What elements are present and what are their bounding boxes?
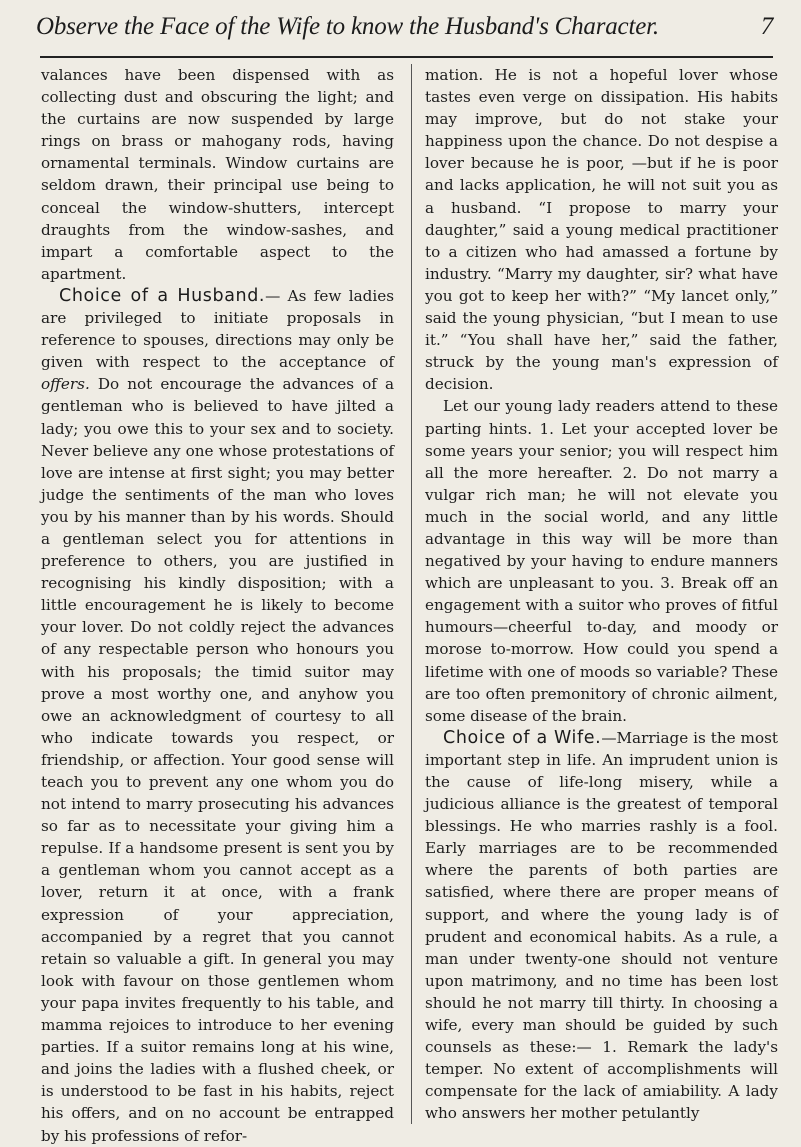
running-head	[36, 6, 779, 48]
paragraph-parting-hints: Let our young lady readers attend to these parting hints. 1. Let your accepted lover be some years your senior; you will respect him all the more hereafter. 2. Do not marry a vulgar rich man; he will not elevate you much in the social world, and any little advantage in this way will be more than negatived by your having to endure manners which are unpleasant to you. 3. Break off an engagement with a suitor who proves of fitful humours—cheerful to-day, and moody or morose to-morrow. How could you spend a lifetime with one of moods so variable? These are too often premonitory of chronic ailment, some disease of the brain.	[425, 397, 778, 725]
left-column	[41, 64, 394, 1147]
section-choice-of-husband	[41, 285, 394, 1147]
page-number: 7	[760, 13, 773, 40]
section-text-wife: —Marriage is the most important step in life. An imprudent union is the cause of life-long misery, while a judicious alliance is the greatest of temporal blessings. He who marries rashly is a fool. Early marriages are to be recommended where the parents of both parties are satisfied, where there are proper means of support, and where the young lady is of prudent and economical habits. As a rule, a man under twenty-one should not venture upon matrimony, and no time has been lost should he not marry till thirty. In choosing a wife, every man should be guided by such counsels as these:— 1. Remark the lady's temper. No extent of accomplishments will compensate for the lack of amiability. A lady who answers her mother petulantly	[425, 728, 778, 1123]
section-heading-husband: Choice of a Husband.	[59, 285, 266, 306]
section-text-husband-b: Do not encourage the advances of a gentleman who is believed to have jilted a lady; you owe this to your sex and to society. Never believe any one whose protestations of love are intense at first sight; you may better judge the sentiments of the man who loves you by his manner than by his words. Should a gentleman select you for attentions in preference to others, you are justified in recognising his kindly disposition; with a little encouragement he is likely to become your lover. Do not coldly reject the advances of any respectable person who honours you with his proposals; the timid suitor may prove a most worthy one, and anyhow you owe an acknowledgment of courtesy to all who indicate towards you respect, or friendship, or affection. Your good sense will teach you to prevent any one whom you do not intend to marry prosecuting his advances so far as to necessitate your giving him a repulse. If a handsome present is sent you by a gentleman whom you cannot accept as a lover, return it at once, with a frank expression of your appreciation, accompanied by a regret that you cannot retain so valuable a gift. In general you may look with favour on those gentlemen whom your papa invites frequently to his table, and mamma rejoices to introduce to her evening parties. If a suitor remains long at his wine, and joins the ladies with a flushed cheek, or is understood to be fast in his habits, reject his offers, and on no account be entrapped by his professions of refor-	[41, 375, 394, 1145]
column-divider	[411, 64, 412, 1124]
header-rule	[40, 56, 773, 58]
running-head-title: Observe the Face of the Wife to know the Husband's Character.	[36, 13, 659, 40]
section-heading-wife: Choice of a Wife.	[443, 727, 602, 748]
emphasis-offers: offers.	[41, 375, 90, 394]
section-text-husband-a: — As few ladies are privileged to initiate proposals in reference to spouses, directions may only be given with respect to the acceptance of	[41, 286, 394, 372]
right-column	[425, 64, 778, 1125]
paragraph-curtains: valances have been dispensed with as collecting dust and obscuring the light; and the curtains are now suspended by large rings on brass or mahogany rods, having ornamental terminals. Window curtains are seldom drawn, their principal use being to conceal the window-shutters, intercept draughts from the window-sashes, and impart a comfortable aspect to the apartment.	[41, 66, 394, 283]
paragraph-reformation: mation. He is not a hopeful lover whose tastes even verge on dissipation. His habits may improve, but do not stake your happiness upon the chance. Do not despise a lover because he is poor, —but if he is poor and lacks application, he will not suit you as a husband. “I propose to marry your daughter,” said a young medical practitioner to a citizen who had amassed a fortune by industry. “Marry my daughter, sir? what have you got to keep her with?” “My lancet only,” said the young physician, “but I mean to use it.” “You shall have her,” said the father, struck by the young man's expression of decision.	[425, 66, 778, 394]
section-choice-of-wife	[425, 727, 778, 1125]
